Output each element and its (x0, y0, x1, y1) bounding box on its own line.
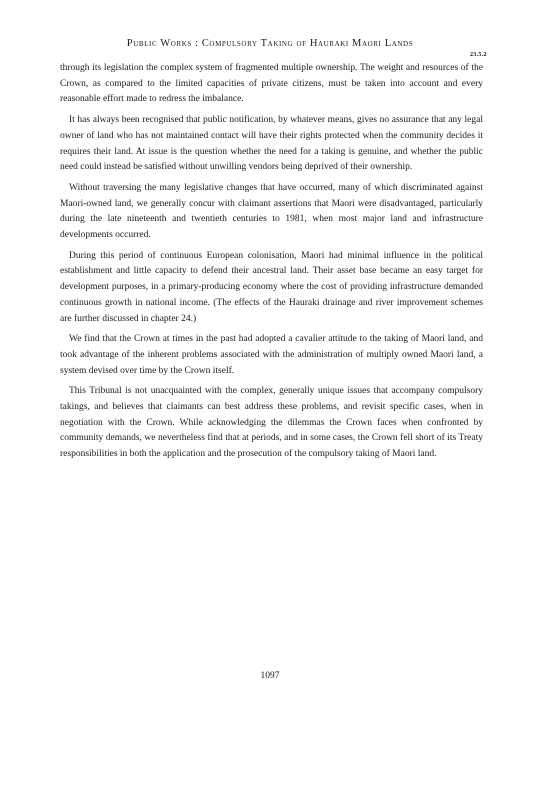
body-text (60, 61, 483, 463)
paragraph: We find that the Crown at times in the past had adopted a cavalier attitude to the taking of Maori land, and took advantage of the inherent problems associated with the administration of multiply owned Maori land, a system devised over time by the Crown itself. (60, 334, 483, 376)
paragraph: It has always been recognised that public notification, by whatever means, gives no assurance that any legal owner of land who has not maintained contact will have their rights protected when the community decides it requires their land. At issue is the question whether the need for a taking is genuine, and whether the public need could instead be satisfied without unwilling vendors being deprived of their ownership. (60, 115, 483, 173)
paragraph: through its legislation the complex system of fragmented multiple ownership. The weight and resources of the Crown, as compared to the limited capacities of private citizens, must be taken into account and every reasonable effort made to redress the imbalance. (60, 63, 483, 105)
section-number: 23.5.2 (470, 52, 487, 58)
paragraph: During this period of continuous European colonisation, Maori had minimal influence in the political establishment and little capacity to defend their ancestral land. Their asset base became an easy target for development purposes, in a primary-producing economy where the cost of providing infrastructure demanded continuous growth in national income. (The effects of the Hauraki drainage and river improvement schemes are further discussed in chapter 24.) (60, 250, 483, 324)
paragraph: This Tribunal is not unacquainted with the complex, generally unique issues that accompany compulsory takings, and believes that claimants can best address these problems, and revisit specific cases, when in negotiation with the Crown. While acknowledging the dilemmas the Crown faces when confronted by community demands, we nevertheless find that at periods, and in some cases, the Crown fell short of its Treaty responsibilities in both the application and the prosecution of the compulsory taking of Maori land. (60, 386, 483, 460)
page-number: 1097 (260, 671, 280, 681)
running-head: Public Works : Compulsory Taking of Hauraki Maori Lands (126, 38, 414, 49)
paragraph: Without traversing the many legislative changes that have occurred, many of which discriminated against Maori-owned land, we generally concur with claimant assertions that Maori were disadvantaged, particularly during the late nineteenth and twentieth centuries to 1981, when most major land and infrastructure developments occurred. (60, 182, 483, 241)
